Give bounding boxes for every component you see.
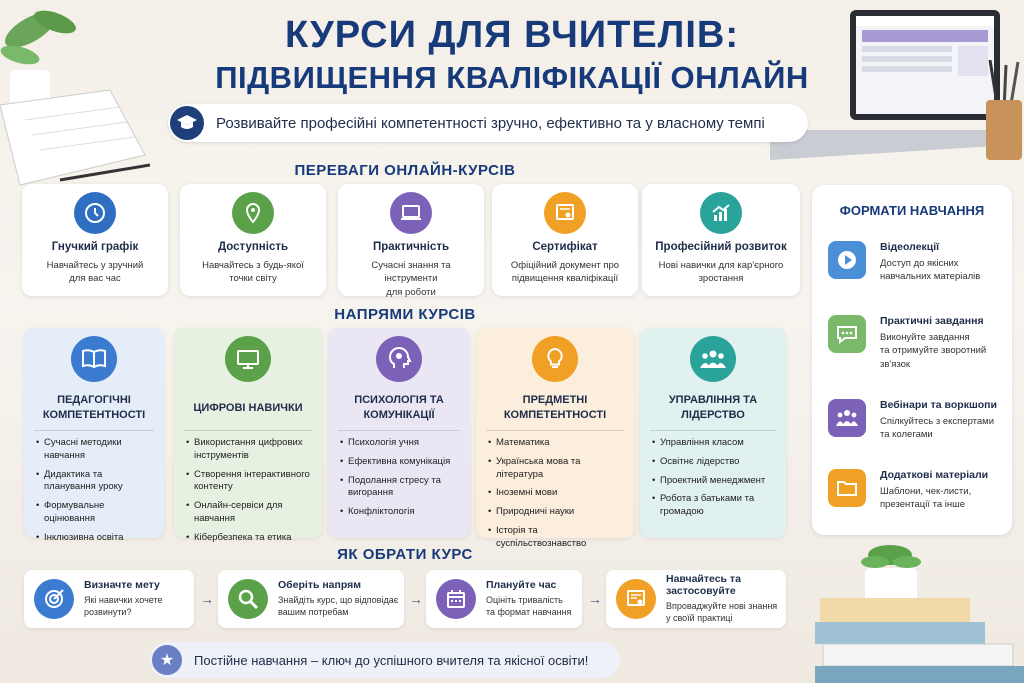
list-item: • Подолання стресу та вигорання <box>340 475 462 501</box>
team-icon <box>690 336 736 382</box>
notebook-decoration <box>0 85 150 190</box>
direction-topic-list <box>476 437 634 551</box>
step-card-apply <box>606 570 786 628</box>
direction-card-leadership <box>640 328 786 538</box>
list-item: • Онлайн-сервіси для навчання <box>186 500 314 526</box>
subtitle-text: Розвивайте професійні компетентності зручно, ефективно та у власному темпі <box>216 114 765 132</box>
clock-icon <box>74 192 116 234</box>
page-title-line1: КУРСИ ДЛЯ ВЧИТЕЛІВ: <box>285 14 739 56</box>
format-desc: Шаблони, чек-листи, презентації та інше <box>880 486 972 511</box>
target-icon <box>34 579 74 619</box>
list-item: • Освітнє лідерство <box>652 456 778 469</box>
certificate-icon <box>544 192 586 234</box>
format-name: Додаткові матеріали <box>880 469 989 481</box>
graduation-cap-icon <box>170 106 204 140</box>
advantage-name: Доступність <box>217 241 289 253</box>
step-card-goal <box>24 570 194 628</box>
format-name: Відеолекції <box>880 241 940 253</box>
step-desc: Впроваджуйте нові знання у своїй практиці <box>666 601 778 623</box>
monitor-icon <box>225 336 271 382</box>
book-icon <box>71 336 117 382</box>
certificate-icon <box>616 579 656 619</box>
directions-title: НАПРЯМИ КУРСІВ <box>334 306 476 323</box>
direction-name: ЦИФРОВІ НАВИЧКИ <box>193 401 303 414</box>
list-item: • Створення інтерактивного контенту <box>186 469 314 495</box>
list-item: • Формувальне оцінювання <box>36 500 156 526</box>
arrow-right-icon: → <box>588 591 602 607</box>
advantage-card-accessibility <box>180 184 326 296</box>
advantage-name: Практичність <box>372 241 450 253</box>
advantage-desc: Сучасні знання та інструменти для роботи <box>371 260 451 298</box>
format-desc: Спілкуйтесь з експертами та колегами <box>880 416 995 441</box>
list-item: • Математика <box>488 437 626 450</box>
list-item: • Українська мова та література <box>488 456 626 482</box>
advantage-name: Професійний розвиток <box>655 241 787 253</box>
advantage-desc: Нові навички для кар'єрного зростання <box>658 260 784 285</box>
list-item: • Робота з батьками та громадою <box>652 493 778 519</box>
format-name: Вебінари та воркшопи <box>880 399 997 411</box>
list-item: • Сучасні методики навчання <box>36 437 156 463</box>
direction-card-digital <box>174 328 322 543</box>
laptop-icon <box>390 192 432 234</box>
step-title: Плануйте час <box>486 579 557 592</box>
step-card-direction <box>218 570 404 628</box>
list-item: • Психологія учня <box>340 437 462 450</box>
format-name: Практичні завдання <box>880 315 984 327</box>
books-decoration <box>815 540 1024 683</box>
advantage-card-development <box>642 184 800 296</box>
steps-title: ЯК ОБРАТИ КУРС <box>337 546 473 563</box>
chat-icon <box>828 315 866 353</box>
step-desc: Які навички хочете розвинути? <box>84 595 163 617</box>
advantage-name: Сертифікат <box>532 241 598 253</box>
format-item-webinars <box>828 399 1005 442</box>
advantage-card-flexible <box>22 184 168 296</box>
list-item: • Іноземні мови <box>488 487 626 500</box>
format-desc: Виконуйте завдання та отримуйте зворотний зв'язок <box>880 332 987 370</box>
list-item: • Ефективна комунікація <box>340 456 462 469</box>
format-item-materials <box>828 469 1005 512</box>
direction-name: ПЕДАГОГІЧНІ КОМПЕТЕНТНОСТІ <box>42 394 146 421</box>
direction-topic-list <box>640 437 786 519</box>
direction-card-psychology <box>328 328 470 538</box>
list-item: • Проектний менеджмент <box>652 475 778 488</box>
subtitle-bar <box>168 104 808 142</box>
list-item: • Історія та суспільствознавство <box>488 525 626 551</box>
direction-topic-list <box>328 437 470 519</box>
list-item: • Інклюзивна освіта <box>36 532 156 545</box>
advantage-desc: Навчайтесь у зручний для вас час <box>46 260 144 285</box>
direction-card-pedagogical <box>24 328 164 543</box>
step-desc: Знайдіть курс, що відповідає вашим потребам <box>278 595 399 617</box>
advantage-card-certificate <box>492 184 638 296</box>
direction-name: ПРЕДМЕТНІ КОМПЕТЕНТНОСТІ <box>503 394 607 421</box>
calendar-icon <box>436 579 476 619</box>
group-icon <box>828 399 866 437</box>
magnifier-icon <box>228 579 268 619</box>
footer-bar <box>150 642 620 678</box>
arrow-right-icon: → <box>200 591 214 607</box>
arrow-right-icon: → <box>409 591 423 607</box>
list-item: • Використання цифрових інструментів <box>186 437 314 463</box>
location-pin-icon <box>232 192 274 234</box>
advantage-desc: Офіційний документ про підвищення кваліфікації <box>510 260 620 285</box>
star-icon: ★ <box>152 645 182 675</box>
advantages-title: ПЕРЕВАГИ ОНЛАЙН-КУРСІВ <box>294 162 516 179</box>
lightbulb-icon <box>532 336 578 382</box>
play-icon <box>828 241 866 279</box>
step-title: Навчайтесь та застосовуйте <box>666 573 741 598</box>
advantage-desc: Навчайтесь з будь-якої точки світу <box>202 260 304 285</box>
head-brain-icon <box>376 336 422 382</box>
direction-card-subject <box>476 328 634 549</box>
list-item: • Природничі науки <box>488 506 626 519</box>
direction-topic-list <box>174 437 322 545</box>
direction-topic-list <box>24 437 164 545</box>
list-item: • Управління класом <box>652 437 778 450</box>
direction-name: УПРАВЛІННЯ ТА ЛІДЕРСТВО <box>668 394 758 421</box>
format-item-practice <box>828 315 1005 371</box>
list-item: • Конфліктологія <box>340 506 462 519</box>
step-title: Визначте мету <box>84 579 160 592</box>
direction-name: ПСИХОЛОГІЯ ТА КОМУНІКАЦІЇ <box>354 394 444 421</box>
growth-chart-icon <box>700 192 742 234</box>
advantage-card-practical <box>338 184 484 296</box>
list-item: • Дидактика та планування уроку <box>36 469 156 495</box>
format-desc: Доступ до якісних навчальних матеріалів <box>880 258 981 283</box>
format-item-video <box>828 241 1005 284</box>
step-desc: Оцініть тривалість та формат навчання <box>486 595 572 617</box>
footer-text: Постійне навчання – ключ до успішного вчителя та якісної освіти! <box>194 652 589 668</box>
formats-title: ФОРМАТИ НАВЧАННЯ <box>839 203 985 218</box>
advantage-name: Гнучкий графік <box>51 241 139 253</box>
page-title-line2: ПІДВИЩЕННЯ КВАЛІФІКАЦІЇ ОНЛАЙН <box>215 60 809 95</box>
list-item: • Кібербезпека та етика <box>186 532 314 545</box>
step-title: Оберіть напрям <box>278 579 362 592</box>
step-card-plan <box>426 570 582 628</box>
folder-icon <box>828 469 866 507</box>
formats-panel <box>812 185 1012 535</box>
